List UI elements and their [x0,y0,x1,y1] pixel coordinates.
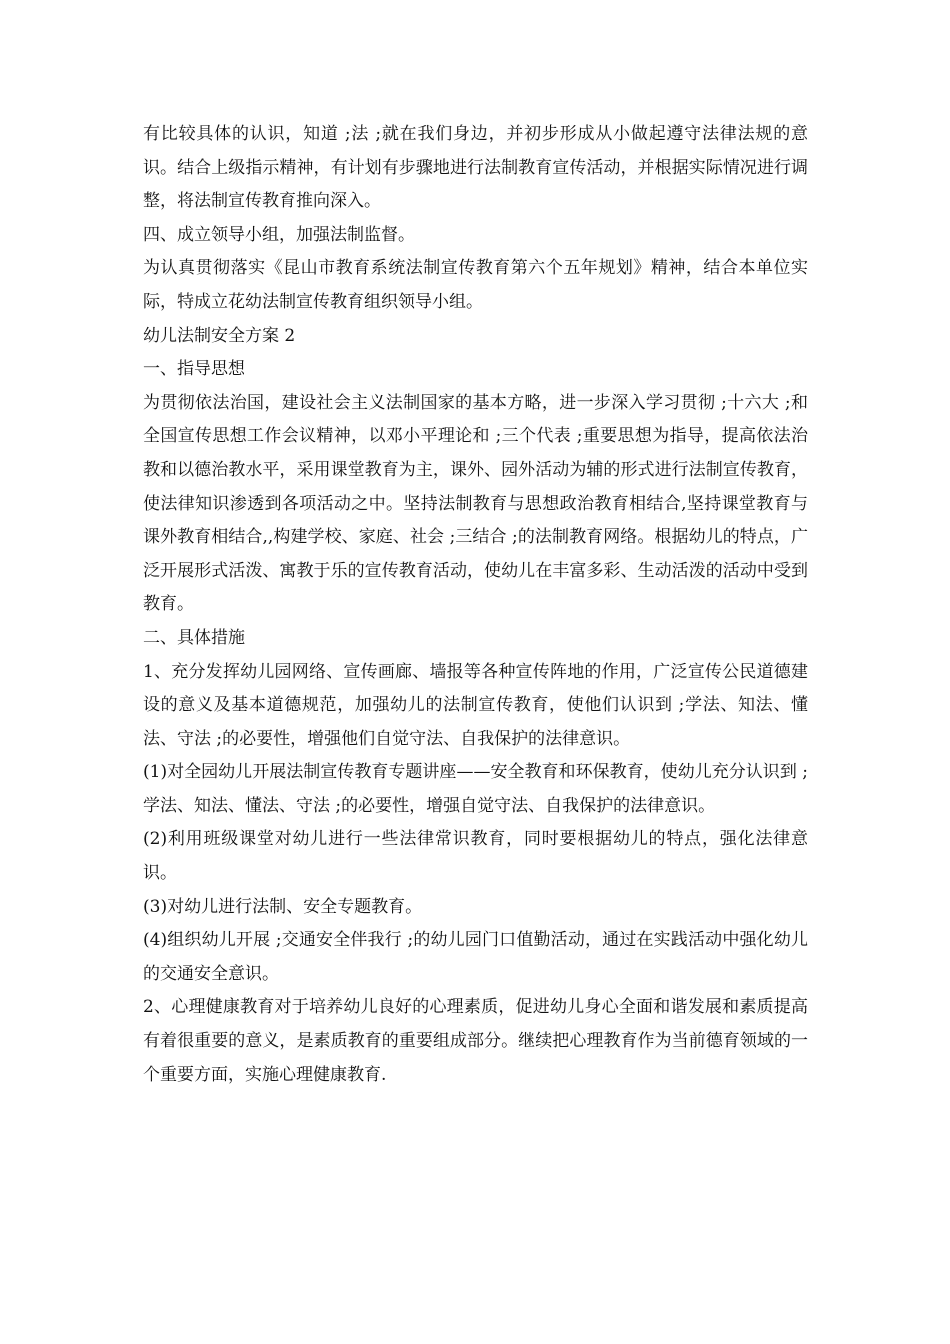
paragraph-measure-1: 1、充分发挥幼儿园网络、宣传画廊、墙报等各种宣传阵地的作用，广泛宣传公民道德建设的意义及基本道德规范，加强幼儿的法制宣传教育，使他们认识到 ;学法、知法、懂法、守法 ;的必要性，增强他们自觉守法、自我保护的法律意识。 [143,661,808,749]
document-body [143,118,808,1092]
paragraph-measure-1-item-4: (4)组织幼儿开展 ;交通安全伴我行 ;的幼儿园门口值勤活动，通过在实践活动中强化幼儿的交通安全意识。 [143,930,808,984]
paragraph-intro-continued: 有比较具体的认识，知道 ;法 ;就在我们身边，并初步形成从小做起遵守法律法规的意识。结合上级指示精神，有计划有步骤地进行法制教育宣传活动，并根据实际情况进行调整，将法制宣传教育推向深入。 [143,124,808,212]
paragraph-measure-2: 2、心理健康教育对于培养幼儿良好的心理素质，促进幼儿身心全面和谐发展和素质提高有着很重要的意义，是素质教育的重要组成部分。继续把心理教育作为当前德育领域的一个重要方面，实施心理健康教育. [143,997,808,1085]
heading-specific-measures: 二、具体措施 [143,627,245,648]
paragraph-measure-1-item-2: (2)利用班级课堂对幼儿进行一些法律常识教育，同时要根据幼儿的特点，强化法律意识。 [143,829,808,884]
paragraph-guiding-ideology: 为贯彻依法治国，建设社会主义法制国家的基本方略，进一步深入学习贯彻 ;十六大 ;和全国宣传思想工作会议精神，以邓小平理论和 ;三个代表 ;重要思想为指导，提高依法治教和以德治教水平，采用课堂教育为主，课外、园外活动为辅的形式进行法制宣传教育，使法律知识渗透到各项活动之中。坚持法制教育与思想政治教育相结合,坚持课堂教育与课外教育相结合,,构建学校、家庭、社会 ;三结合 ;的法制教育网络。根据幼儿的特点，广泛开展形式活泼、寓教于乐的宣传教育活动，使幼儿在丰富多彩、生动活泼的活动中受到教育。 [143,392,808,615]
document-subtitle: 幼儿法制安全方案 2 [143,325,296,346]
paragraph-leadership-group: 为认真贯彻落实《昆山市教育系统法制宣传教育第六个五年规划》精神，结合本单位实际，特成立花幼法制宣传教育组织领导小组。 [143,258,808,312]
paragraph-measure-1-item-1: (1)对全园幼儿开展法制宣传教育专题讲座——安全教育和环保教育，使幼儿充分认识到 ;学法、知法、懂法、守法 ;的必要性，增强自觉守法、自我保护的法律意识。 [143,762,808,816]
heading-section-four: 四、成立领导小组，加强法制监督。 [143,224,415,245]
heading-guiding-ideology: 一、指导思想 [143,359,245,380]
paragraph-measure-1-item-3: (3)对幼儿进行法制、安全专题教育。 [143,896,423,917]
